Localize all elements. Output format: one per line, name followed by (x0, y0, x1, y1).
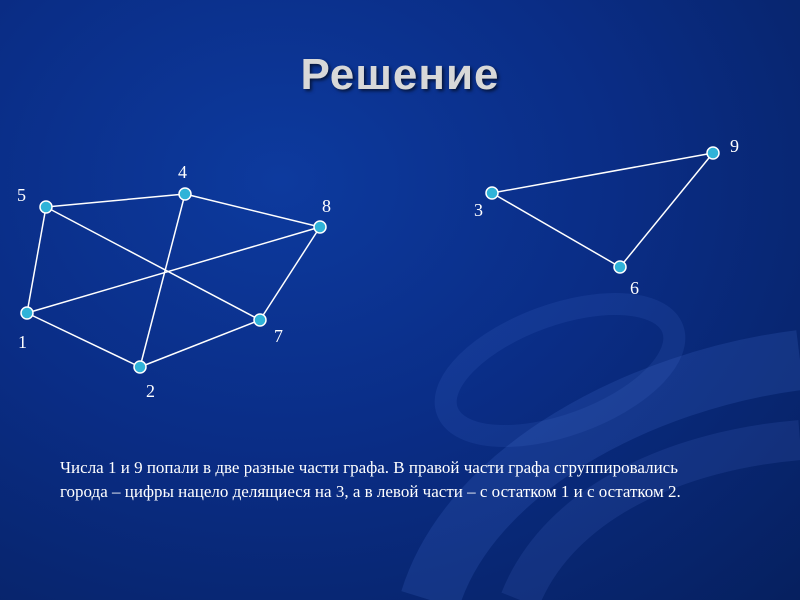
node-label-3: 3 (474, 200, 483, 220)
edge-4-8 (185, 194, 320, 227)
node-4 (179, 188, 191, 200)
node-label-2: 2 (146, 381, 155, 401)
node-label-7: 7 (274, 326, 283, 346)
edge-6-9 (620, 153, 713, 267)
node-1 (21, 307, 33, 319)
edge-3-6 (492, 193, 620, 267)
slide-title: Решение (300, 50, 500, 99)
edge-2-7 (140, 320, 260, 367)
node-6 (614, 261, 626, 273)
edge-5-7 (46, 207, 260, 320)
node-label-5: 5 (17, 185, 26, 205)
node-label-4: 4 (178, 162, 187, 182)
edge-1-2 (27, 313, 140, 367)
node-7 (254, 314, 266, 326)
node-label-8: 8 (322, 196, 331, 216)
node-label-9: 9 (730, 136, 739, 156)
solution-caption: Числа 1 и 9 попали в две разные части графа. В правой части графа сгруппировались города – цифры нацело делящиеся на 3, а в левой части – с остатком 1 и с остатком 2. (60, 458, 681, 501)
edge-7-8 (260, 227, 320, 320)
edge-4-2 (140, 194, 185, 367)
node-label-6: 6 (630, 278, 639, 298)
node-label-1: 1 (18, 332, 27, 352)
node-5 (40, 201, 52, 213)
node-8 (314, 221, 326, 233)
edge-5-4 (46, 194, 185, 207)
node-9 (707, 147, 719, 159)
edge-3-9 (492, 153, 713, 193)
node-2 (134, 361, 146, 373)
node-3 (486, 187, 498, 199)
edge-5-1 (27, 207, 46, 313)
